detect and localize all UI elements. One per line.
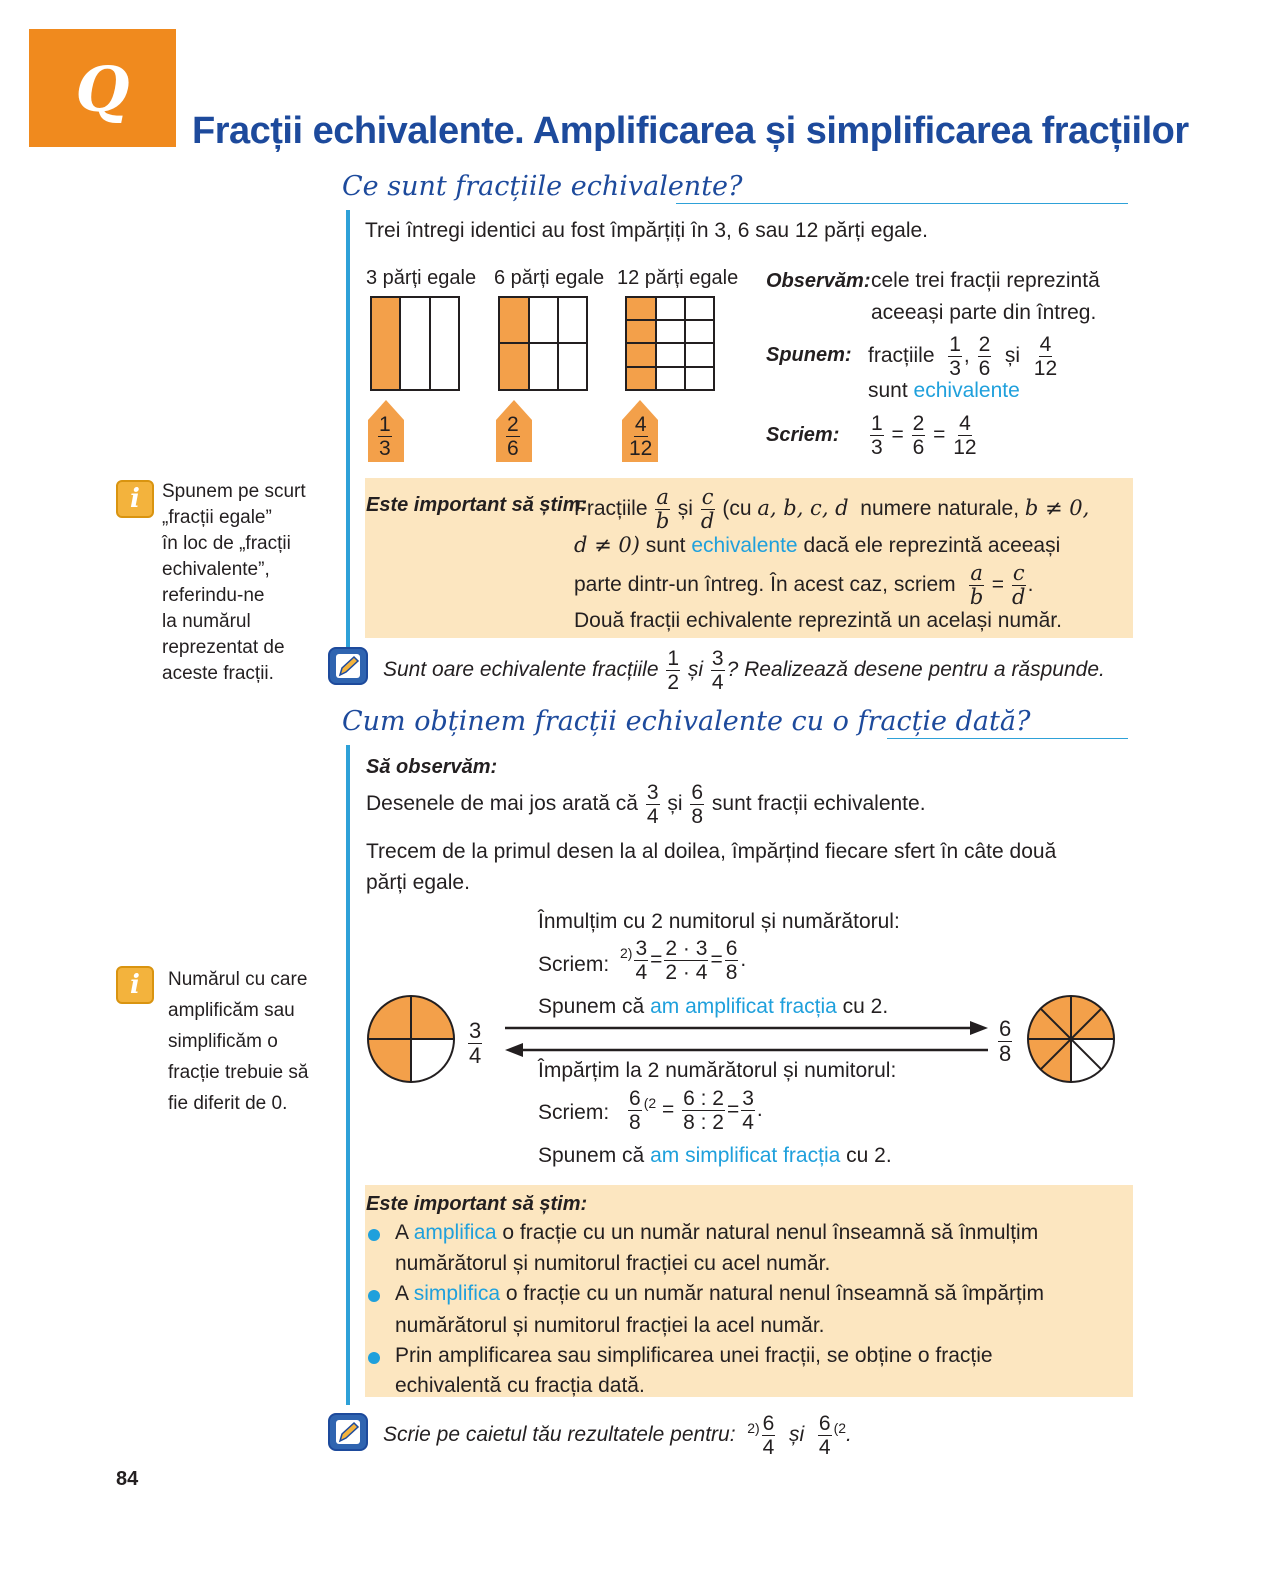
amplified-statement: Spunem că am amplificat fracția cu 2. [538, 995, 889, 1018]
sidebar-note-1: Spunem pe scurt „fracții egale” în loc de „fracții echivalente”, referindu-ne la numărul reprezentat de aceste fracții. [162, 481, 306, 684]
simplification-equation: $\frac{6}{8}$ $^{(2}$ = $\frac{6 : 2}{8 : 2}$ = $\frac{3}{4}$ . [629, 1087, 763, 1134]
observam-label: Observăm: [766, 270, 871, 292]
spunem-fractions: fracțiile $\frac{1}{3}$ , $\frac{2}{6}$ și $\frac{4}{12}$ [868, 333, 1058, 380]
question-1: Sunt oare echivalente fracțiile $\frac{1}{2}$ și $\frac{3}{4}$ ? Realizează desene pentru a răspunde. [383, 647, 1105, 694]
sa-observam-label: Să observăm: [366, 756, 498, 778]
important1-line1: Fracțiile $\frac{a}{b}$ și $\frac{c}{d}$ (cu a, b, c, d numere naturale, b ≠ 0, [574, 485, 1090, 533]
term-amplifica: amplifica [413, 1221, 497, 1244]
bullet1-line2: numărătorul și numitorul fracției cu acel număr. [395, 1252, 831, 1275]
bar-twelfths [626, 297, 714, 390]
chapter-logo-letter: Q [75, 53, 130, 126]
important1-line2: d ≠ 0) sunt echivalente dacă ele reprezintă aceeași [574, 533, 1061, 557]
bullet-1 [368, 1229, 380, 1241]
section1-heading-rule [676, 203, 1128, 204]
important-label-1: Este important să știm: [366, 494, 588, 516]
section1-intro: Trei întregi identici au fost împărțiți în 3, 6 sau 12 părți egale. [365, 219, 929, 242]
section2-line2: Trecem de la primul desen la al doilea, împărțind fiecare sfert în câte două [366, 840, 1057, 863]
bullet3-line2: echivalentă cu fracția dată. [395, 1374, 645, 1397]
scriem-amplification: Scriem: [538, 953, 610, 976]
section2-margin-line [346, 745, 350, 1405]
diagram-label-6: 6 părți egale [494, 267, 605, 289]
section2-heading: Cum obținem fracții echivalente cu o fracție dată? [342, 706, 1031, 737]
diagram-fraction-1-3: $\frac{1}{3}$ [379, 413, 391, 460]
bullet1-line1: A amplifica o fracție cu un număr natural nenul înseamnă să înmulțim [395, 1221, 1039, 1244]
section1-heading: Ce sunt fracțiile echivalente? [342, 171, 743, 202]
simplified-statement: Spunem că am simplificat fracția cu 2. [538, 1144, 892, 1167]
important1-line4: Două fracții echivalente reprezintă un același număr. [574, 609, 1062, 632]
important1-line3: parte dintr-un întreg. În acest caz, scriem $\frac{a}{b}$ = $\frac{c}{d}$ . [574, 561, 1034, 609]
pencil-icon [328, 647, 368, 685]
section2-line3: părți egale. [366, 871, 470, 894]
arrow-right [505, 1021, 988, 1035]
amplification-equation: $^{2)}$ $\frac{3}{4}$ = $\frac{2 \cdot 3}{2 \cdot 4}$ = $\frac{6}{8}$ . [620, 937, 747, 984]
info-icon: i [116, 480, 154, 518]
bullet2-line2: numărătorul și numitorul fracției la acel număr. [395, 1314, 825, 1337]
sidebar-note-2: Numărul cu care amplificăm sau simplificăm o fracție trebuie să fie diferit de 0. [168, 969, 309, 1114]
bar-thirds [371, 297, 459, 390]
spunem-line2: sunt echivalente [868, 379, 1020, 402]
bar-sixths [499, 297, 587, 390]
section1-margin-line [346, 210, 350, 665]
pencil-icon [328, 1413, 368, 1451]
page-title: Fracții echivalente. Amplificarea și simplificarea fracțiilor [192, 110, 1189, 152]
fraction-6-8-label: $\frac{6}{8}$ [999, 1016, 1012, 1066]
bullet2-line1: A simplifica o fracție cu un număr natural nenul înseamnă să împărțim [395, 1282, 1045, 1305]
scriem-simplification: Scriem: [538, 1101, 610, 1124]
observam-line1: cele trei fracții reprezintă [871, 269, 1100, 292]
exercise-text: Scrie pe caietul tău rezultatele pentru: $^{2)}$ $\frac{6}{4}$ și $\frac{6}{4}$ $^{(2}$. [383, 1412, 852, 1459]
observam-line2: aceeași parte din întreg. [871, 301, 1097, 324]
bullet-2 [368, 1290, 380, 1302]
scriem-label: Scriem: [766, 424, 840, 446]
term-simplifica: simplifica [413, 1282, 501, 1305]
diagram-label-3: 3 părți egale [366, 267, 477, 289]
section2-heading-rule [887, 738, 1128, 739]
spunem-label: Spunem: [766, 344, 852, 366]
fraction-bars-diagram [360, 290, 730, 470]
circle-eighths [1028, 996, 1114, 1082]
info-icon: i [116, 966, 154, 1004]
term-echivalente: echivalente [913, 379, 1020, 402]
circle-quarters [368, 996, 454, 1082]
term-amplificat: am amplificat fracția [650, 995, 837, 1018]
section2-line1: Desenele de mai jos arată că $\frac{3}{4}$ și $\frac{6}{8}$ sunt fracții echivalente. [366, 781, 926, 828]
term-simplificat: am simplificat fracția [650, 1144, 841, 1167]
diagram-label-12: 12 părți egale [617, 267, 739, 289]
bullet3-line1: Prin amplificarea sau simplificarea unei fracții, se obține o fracție [395, 1344, 993, 1367]
inmultim-text: Înmulțim cu 2 numitorul și numărătorul: [538, 910, 900, 933]
fraction-3-4-label: $\frac{3}{4}$ [469, 1018, 482, 1068]
bullet-3 [368, 1352, 380, 1364]
diagram-fraction-4-12: $\frac{4}{12}$ [629, 413, 653, 460]
impartim-text: Împărțim la 2 numărătorul și numitorul: [538, 1059, 897, 1082]
important-label-2: Este important să știm: [366, 1193, 588, 1215]
arrow-left [505, 1043, 988, 1057]
page-number: 84 [116, 1468, 139, 1490]
diagram-fraction-2-6: $\frac{2}{6}$ [507, 413, 519, 460]
scriem-equation: $\frac{1}{3}$ = $\frac{2}{6}$ = $\frac{4}{12}$ [871, 412, 977, 459]
